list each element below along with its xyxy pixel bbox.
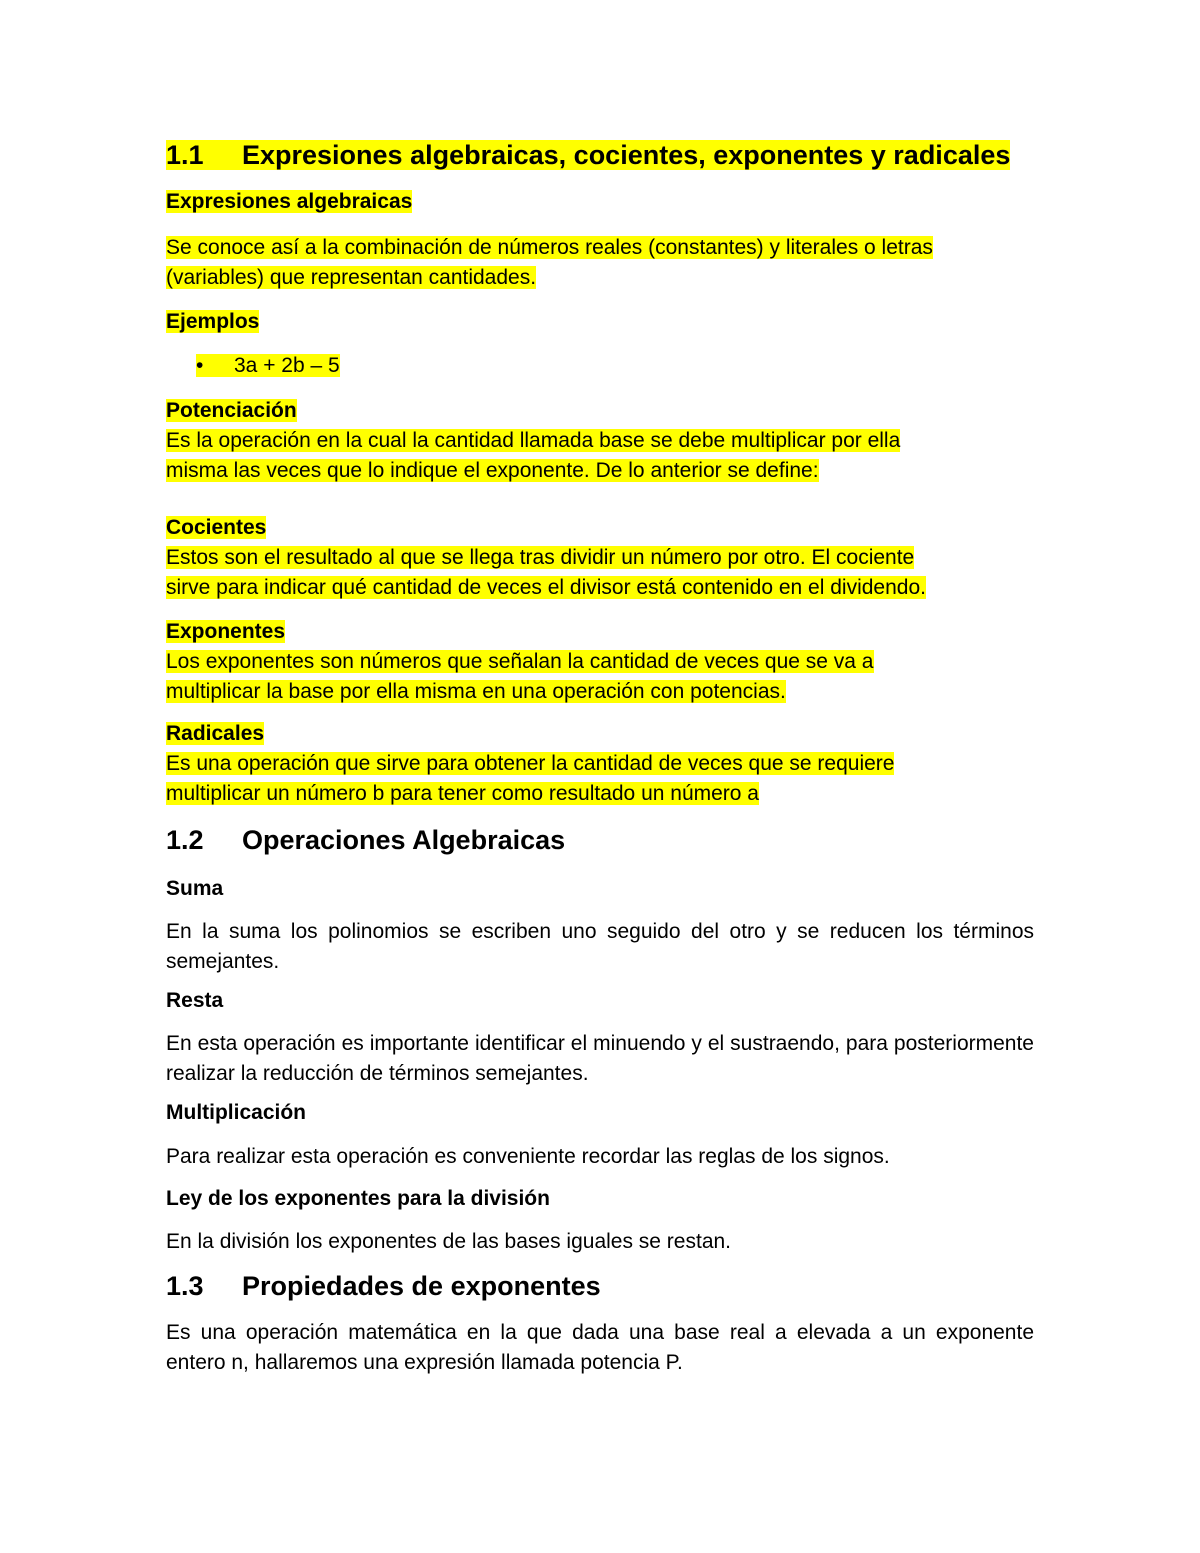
section-1-2-title: Operaciones Algebraicas — [242, 825, 566, 855]
radicales-heading-text: Radicales — [166, 722, 265, 745]
cocientes-paragraph — [166, 543, 1034, 602]
potenciacion-heading-text: Potenciación — [166, 399, 297, 422]
expresiones-paragraph — [166, 233, 1034, 292]
section-1-1-highlight — [166, 140, 1010, 170]
expresiones-line-2: (variables) que representan cantidades. — [166, 265, 537, 289]
radicales-paragraph — [166, 749, 1034, 808]
radicales-line-1: Es una operación que sirve para obtener la cantidad de veces que se requiere — [166, 752, 895, 775]
multiplicacion-heading: Multiplicación — [166, 1101, 307, 1124]
potenciacion-line-1: Es la operación en la cual la cantidad llamada base se debe multiplicar por ella — [166, 429, 901, 452]
resta-paragraph: En esta operación es importante identificar el minuendo y el sustraendo, para posteriormente realizar la reducción de términos semejantes. — [166, 1032, 1034, 1085]
potenciacion-line-2: misma las veces que lo indique el exponente. De lo anterior se define: — [166, 458, 819, 482]
section-1-1-heading — [166, 138, 1034, 172]
cocientes-line-1: Estos son el resultado al que se llega tras dividir un número por otro. El cociente — [166, 546, 915, 569]
multiplicacion-paragraph: Para realizar esta operación es conveniente recordar las reglas de los signos. — [166, 1145, 890, 1168]
expresiones-heading — [166, 188, 1034, 216]
ejemplos-heading — [166, 308, 1034, 336]
propiedades-paragraph: Es una operación matemática en la que dada una base real a elevada a un exponente entero n, hallaremos una expresión llamada potencia P. — [166, 1321, 1034, 1374]
section-1-3-number: 1.3 — [166, 1271, 204, 1301]
bullet-icon: • — [196, 354, 204, 377]
exponentes-line-2: multiplicar la base por ella misma en una operación con potencias. — [166, 679, 786, 703]
section-1-2-heading — [166, 823, 1034, 857]
cocientes-heading-text: Cocientes — [166, 516, 267, 539]
suma-heading: Suma — [166, 877, 224, 900]
cocientes-line-2: sirve para indicar qué cantidad de veces el divisor está contenido en el dividendo. — [166, 575, 926, 599]
resta-heading: Resta — [166, 989, 224, 1012]
suma-paragraph: En la suma los polinomios se escriben uno seguido del otro y se reducen los términos semejantes. — [166, 920, 1034, 973]
ejemplos-list-item — [196, 352, 340, 380]
section-1-2-number: 1.2 — [166, 825, 204, 855]
exponentes-line-1: Los exponentes son números que señalan la cantidad de veces que se va a — [166, 650, 874, 673]
division-heading: Ley de los exponentes para la división — [166, 1187, 550, 1210]
section-1-3-heading — [166, 1269, 1034, 1303]
potenciacion-heading — [166, 397, 1034, 425]
expresiones-heading-text: Expresiones algebraicas — [166, 190, 413, 213]
radicales-heading — [166, 720, 1034, 748]
exponentes-heading — [166, 618, 1034, 646]
cocientes-heading — [166, 514, 1034, 542]
division-paragraph: En la división los exponentes de las bases iguales se restan. — [166, 1230, 732, 1253]
section-1-1-number: 1.1 — [166, 140, 204, 170]
exponentes-paragraph — [166, 647, 1034, 706]
ejemplo-expression: 3a + 2b – 5 — [234, 354, 340, 377]
section-1-3-title: Propiedades de exponentes — [242, 1271, 601, 1301]
exponentes-heading-text: Exponentes — [166, 620, 286, 643]
radicales-line-2: multiplicar un número b para tener como resultado un número a — [166, 781, 759, 805]
potenciacion-paragraph — [166, 426, 1034, 485]
section-1-1-title: Expresiones algebraicas, cocientes, exponentes y radicales — [242, 140, 1011, 170]
ejemplos-heading-text: Ejemplos — [166, 310, 260, 333]
expresiones-line-1: Se conoce así a la combinación de números reales (constantes) y literales o letras — [166, 236, 933, 259]
